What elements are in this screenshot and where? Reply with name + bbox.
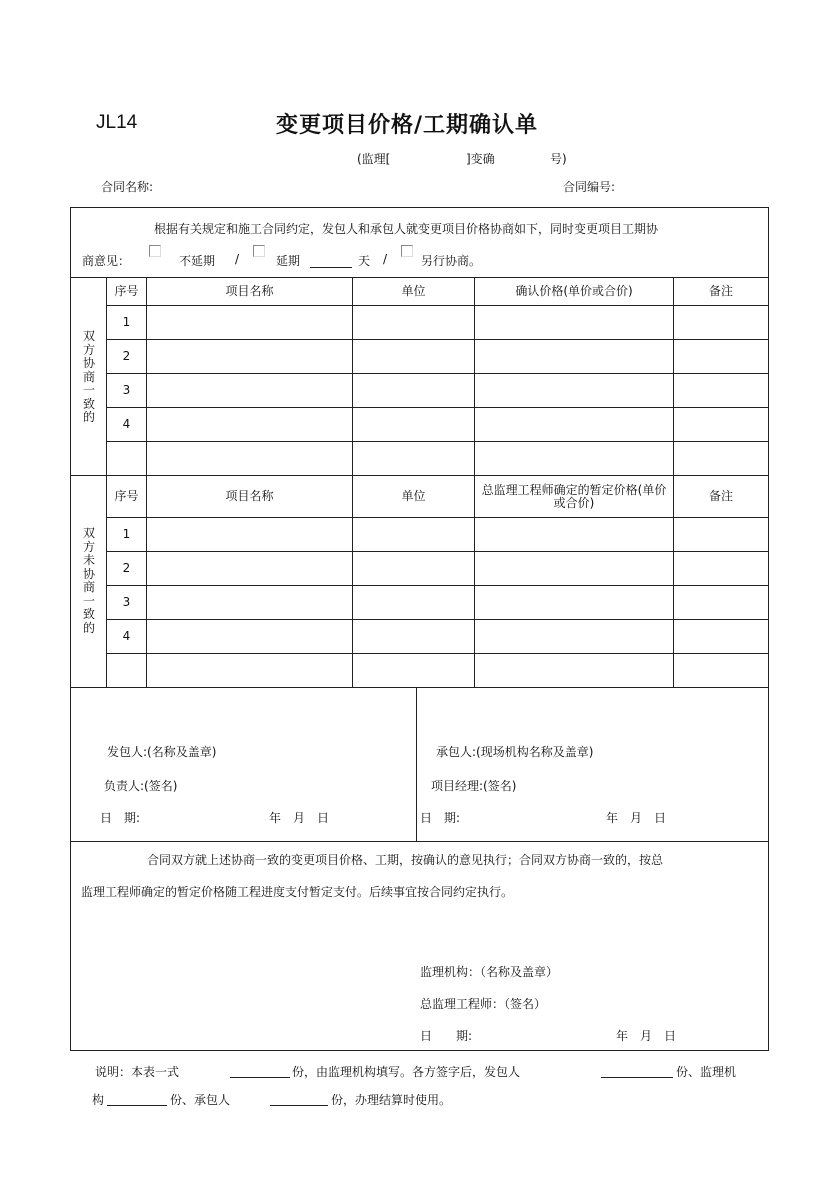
table-row-number: 4 [122, 417, 131, 431]
chief-engineer-label: 总监理工程师：（签名） [420, 997, 547, 1011]
column-header: 备注 [708, 284, 733, 298]
form-code: JL14 [96, 112, 138, 133]
number-prefix: (监理[ [357, 152, 391, 166]
column-header: 总监理工程师确定的暂定价格(单价或合价) [481, 482, 667, 510]
option-other: 另行协商。 [421, 254, 482, 268]
option-extension: 延期 [276, 254, 301, 268]
page-title: 变更项目价格/工期确认单 [276, 113, 539, 138]
table-row-number: 3 [122, 595, 131, 609]
note-part5: 份、承包人 [170, 1093, 231, 1107]
other-negotiation-checkbox[interactable] [401, 245, 413, 257]
table-row-number: 1 [122, 315, 131, 329]
column-header: 备注 [708, 489, 733, 503]
disagreed-side-label: 双方未协商一致的 [82, 526, 95, 635]
copies-employer-field[interactable] [601, 1077, 673, 1078]
intro-line1: 根据有关规定和施工合同约定，发包人和承包人就变更项目价格协商如下，同时变更项目工期协 [154, 222, 659, 236]
note-part3: 份、监理机 [676, 1065, 737, 1079]
column-header: 单位 [401, 489, 426, 503]
employer-rep-label: 负责人:(签名) [104, 779, 178, 793]
table-row-number [107, 654, 146, 687]
extension-checkbox[interactable] [253, 245, 265, 257]
supervision-line2: 监理工程师确定的暂定价格随工程进度支付暂定支付。后续事宜按合同约定执行。 [81, 885, 514, 899]
column-header: 项目名称 [225, 489, 274, 503]
slash-separator: / [235, 252, 240, 266]
copies-supervision-field[interactable] [107, 1105, 167, 1106]
supervision-line1: 合同双方就上述协商一致的变更项目价格、工期，按确认的意见执行；合同双方协商一致的，按总 [147, 853, 664, 867]
note-part2: 份，由监理机构填写。各方签字后，发包人 [292, 1065, 521, 1079]
contract-name-label: 合同名称: [101, 180, 154, 194]
table-row-number: 2 [122, 349, 131, 363]
contractor-date-ymd: 年 月 日 [606, 811, 667, 825]
no-extension-checkbox[interactable] [149, 245, 161, 257]
extension-days-field[interactable] [310, 267, 352, 268]
intro-line2-prefix: 商意见： [82, 254, 131, 268]
copies-total-field[interactable] [230, 1077, 290, 1078]
table-row-number: 1 [122, 527, 131, 541]
column-header: 序号 [114, 489, 139, 503]
contract-no-label: 合同编号: [563, 180, 616, 194]
slash-separator: / [383, 252, 388, 266]
copies-contractor-field[interactable] [270, 1105, 328, 1106]
supervision-date-ymd: 年 月 日 [616, 1029, 677, 1043]
supervision-agency-label: 监理机构：（名称及盖章） [420, 965, 559, 979]
employer-date-label: 日 期: [100, 811, 141, 825]
table-row-number: 2 [122, 561, 131, 575]
supervision-date-label: 日 期: [420, 1029, 473, 1043]
table-row-number: 4 [122, 629, 131, 643]
note-part4: 构 [92, 1093, 105, 1107]
table-row-number [107, 442, 146, 475]
column-header: 序号 [114, 284, 139, 298]
column-header: 项目名称 [225, 284, 274, 298]
employer-label: 发包人:(名称及盖章) [107, 745, 217, 759]
option-no-extension: 不延期 [179, 254, 216, 268]
employer-date-ymd: 年 月 日 [269, 811, 330, 825]
number-suffix: 号) [550, 152, 567, 166]
contractor-date-label: 日 期: [420, 811, 461, 825]
column-header: 单位 [401, 284, 426, 298]
note-part1: 说明：本表一式 [95, 1065, 180, 1079]
number-middle: ]变确 [466, 152, 495, 166]
column-header: 确认价格(单价或合价) [515, 284, 633, 298]
contractor-label: 承包人:(现场机构名称及盖章) [436, 745, 594, 759]
days-unit: 天 [358, 254, 371, 268]
agreed-side-label: 双方协商一致的 [82, 329, 95, 424]
table-row-number: 3 [122, 383, 131, 397]
note-part6: 份，办理结算时使用。 [331, 1093, 452, 1107]
contractor-rep-label: 项目经理:(签名) [431, 779, 517, 793]
